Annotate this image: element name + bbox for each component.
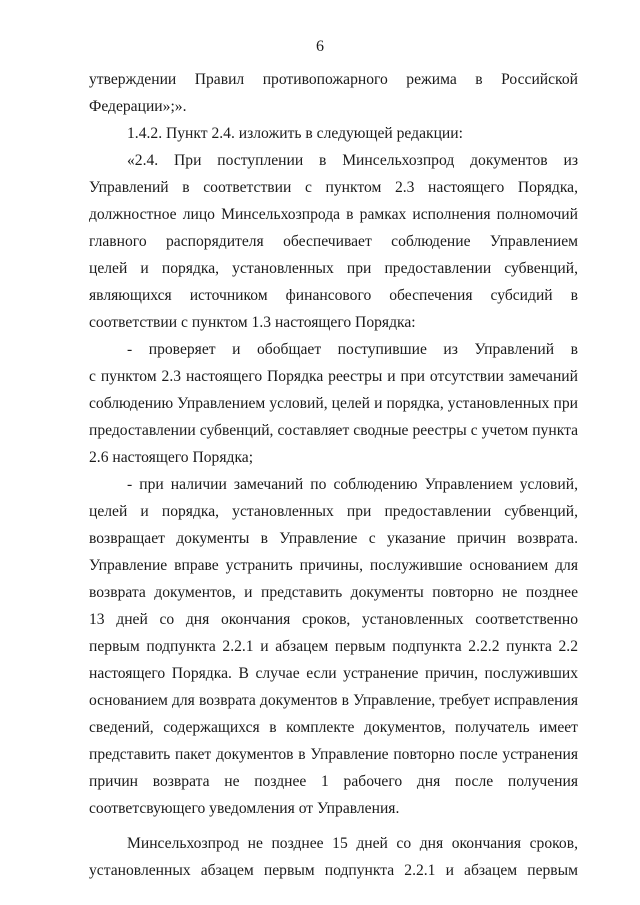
- text-line: 2.6 настоящего Порядка;: [89, 449, 254, 466]
- text-line: должностное лицо Минсельхозпрода в рамках исполнения полномочий: [89, 206, 578, 223]
- paragraph-gap: [89, 822, 578, 830]
- text-line: - при наличии замечаний по соблюдению Управлением условий,: [127, 476, 578, 493]
- text-line: возвращает документы в Управление с указание причин возврата.: [89, 530, 578, 547]
- document-body: [89, 66, 578, 884]
- text-line: возврата документов, и представить документы повторно не позднее: [89, 584, 578, 601]
- text-line: установленных абзацем первым подпункта 2.2.1 и абзацем первым: [89, 862, 578, 879]
- text-line: соблюдению Управлением условий, целей и порядка, установленных при: [89, 395, 578, 412]
- text-line: сведений, содержащихся в комплекте документов, получатель имеет: [89, 719, 578, 736]
- text-line: 13 дней со дня окончания сроков, установленных соответственно: [89, 611, 578, 628]
- text-line: настоящего Порядка. В случае если устранение причин, послуживших: [89, 665, 578, 682]
- text-line: основанием для возврата документов в Управление, требует исправления: [89, 692, 578, 709]
- text-line: 1.4.2. Пункт 2.4. изложить в следующей редакции:: [127, 125, 463, 142]
- text-line: причин возврата не позднее 1 рабочего дня после получения: [89, 773, 578, 790]
- text-line: предоставлении субвенций, составляет сводные реестры с учетом пункта: [89, 422, 578, 439]
- text-line: утверждении Правил противопожарного режима в Российской: [89, 71, 578, 88]
- text-line: целей и порядка, установленных при предоставлении субвенций,: [89, 260, 578, 277]
- text-line: целей и порядка, установленных при предоставлении субвенций,: [89, 503, 578, 520]
- text-line: - проверяет и обобщает поступившие из Управлений в: [127, 341, 578, 358]
- text-line: Федерации»;».: [89, 98, 187, 115]
- text-line: представить пакет документов в Управление повторно после устранения: [89, 746, 578, 763]
- text-line: Минсельхозпрод не позднее 15 дней со дня окончания сроков,: [127, 835, 578, 852]
- text-line: Управлений в соответствии с пунктом 2.3 настоящего Порядка,: [89, 179, 578, 196]
- text-line: соответствии с пунктом 1.3 настоящего Порядка:: [89, 314, 416, 331]
- text-line: соответсвующего уведомления от Управления.: [89, 800, 400, 817]
- text-line: главного распорядителя обеспечивает соблюдение Управлением: [89, 233, 578, 250]
- text-line: «2.4. При поступлении в Минсельхозпрод документов из: [127, 152, 578, 169]
- text-line: Управление вправе устранить причины, послужившие основанием для: [89, 557, 578, 574]
- text-line: являющихся источником финансового обеспечения субсидий в: [89, 287, 578, 304]
- text-line: с пунктом 2.3 настоящего Порядка реестры и при отсутствии замечаний: [89, 368, 578, 385]
- page-number: 6: [316, 38, 324, 55]
- text-line: первым подпункта 2.2.1 и абзацем первым подпункта 2.2.2 пункта 2.2: [89, 638, 578, 655]
